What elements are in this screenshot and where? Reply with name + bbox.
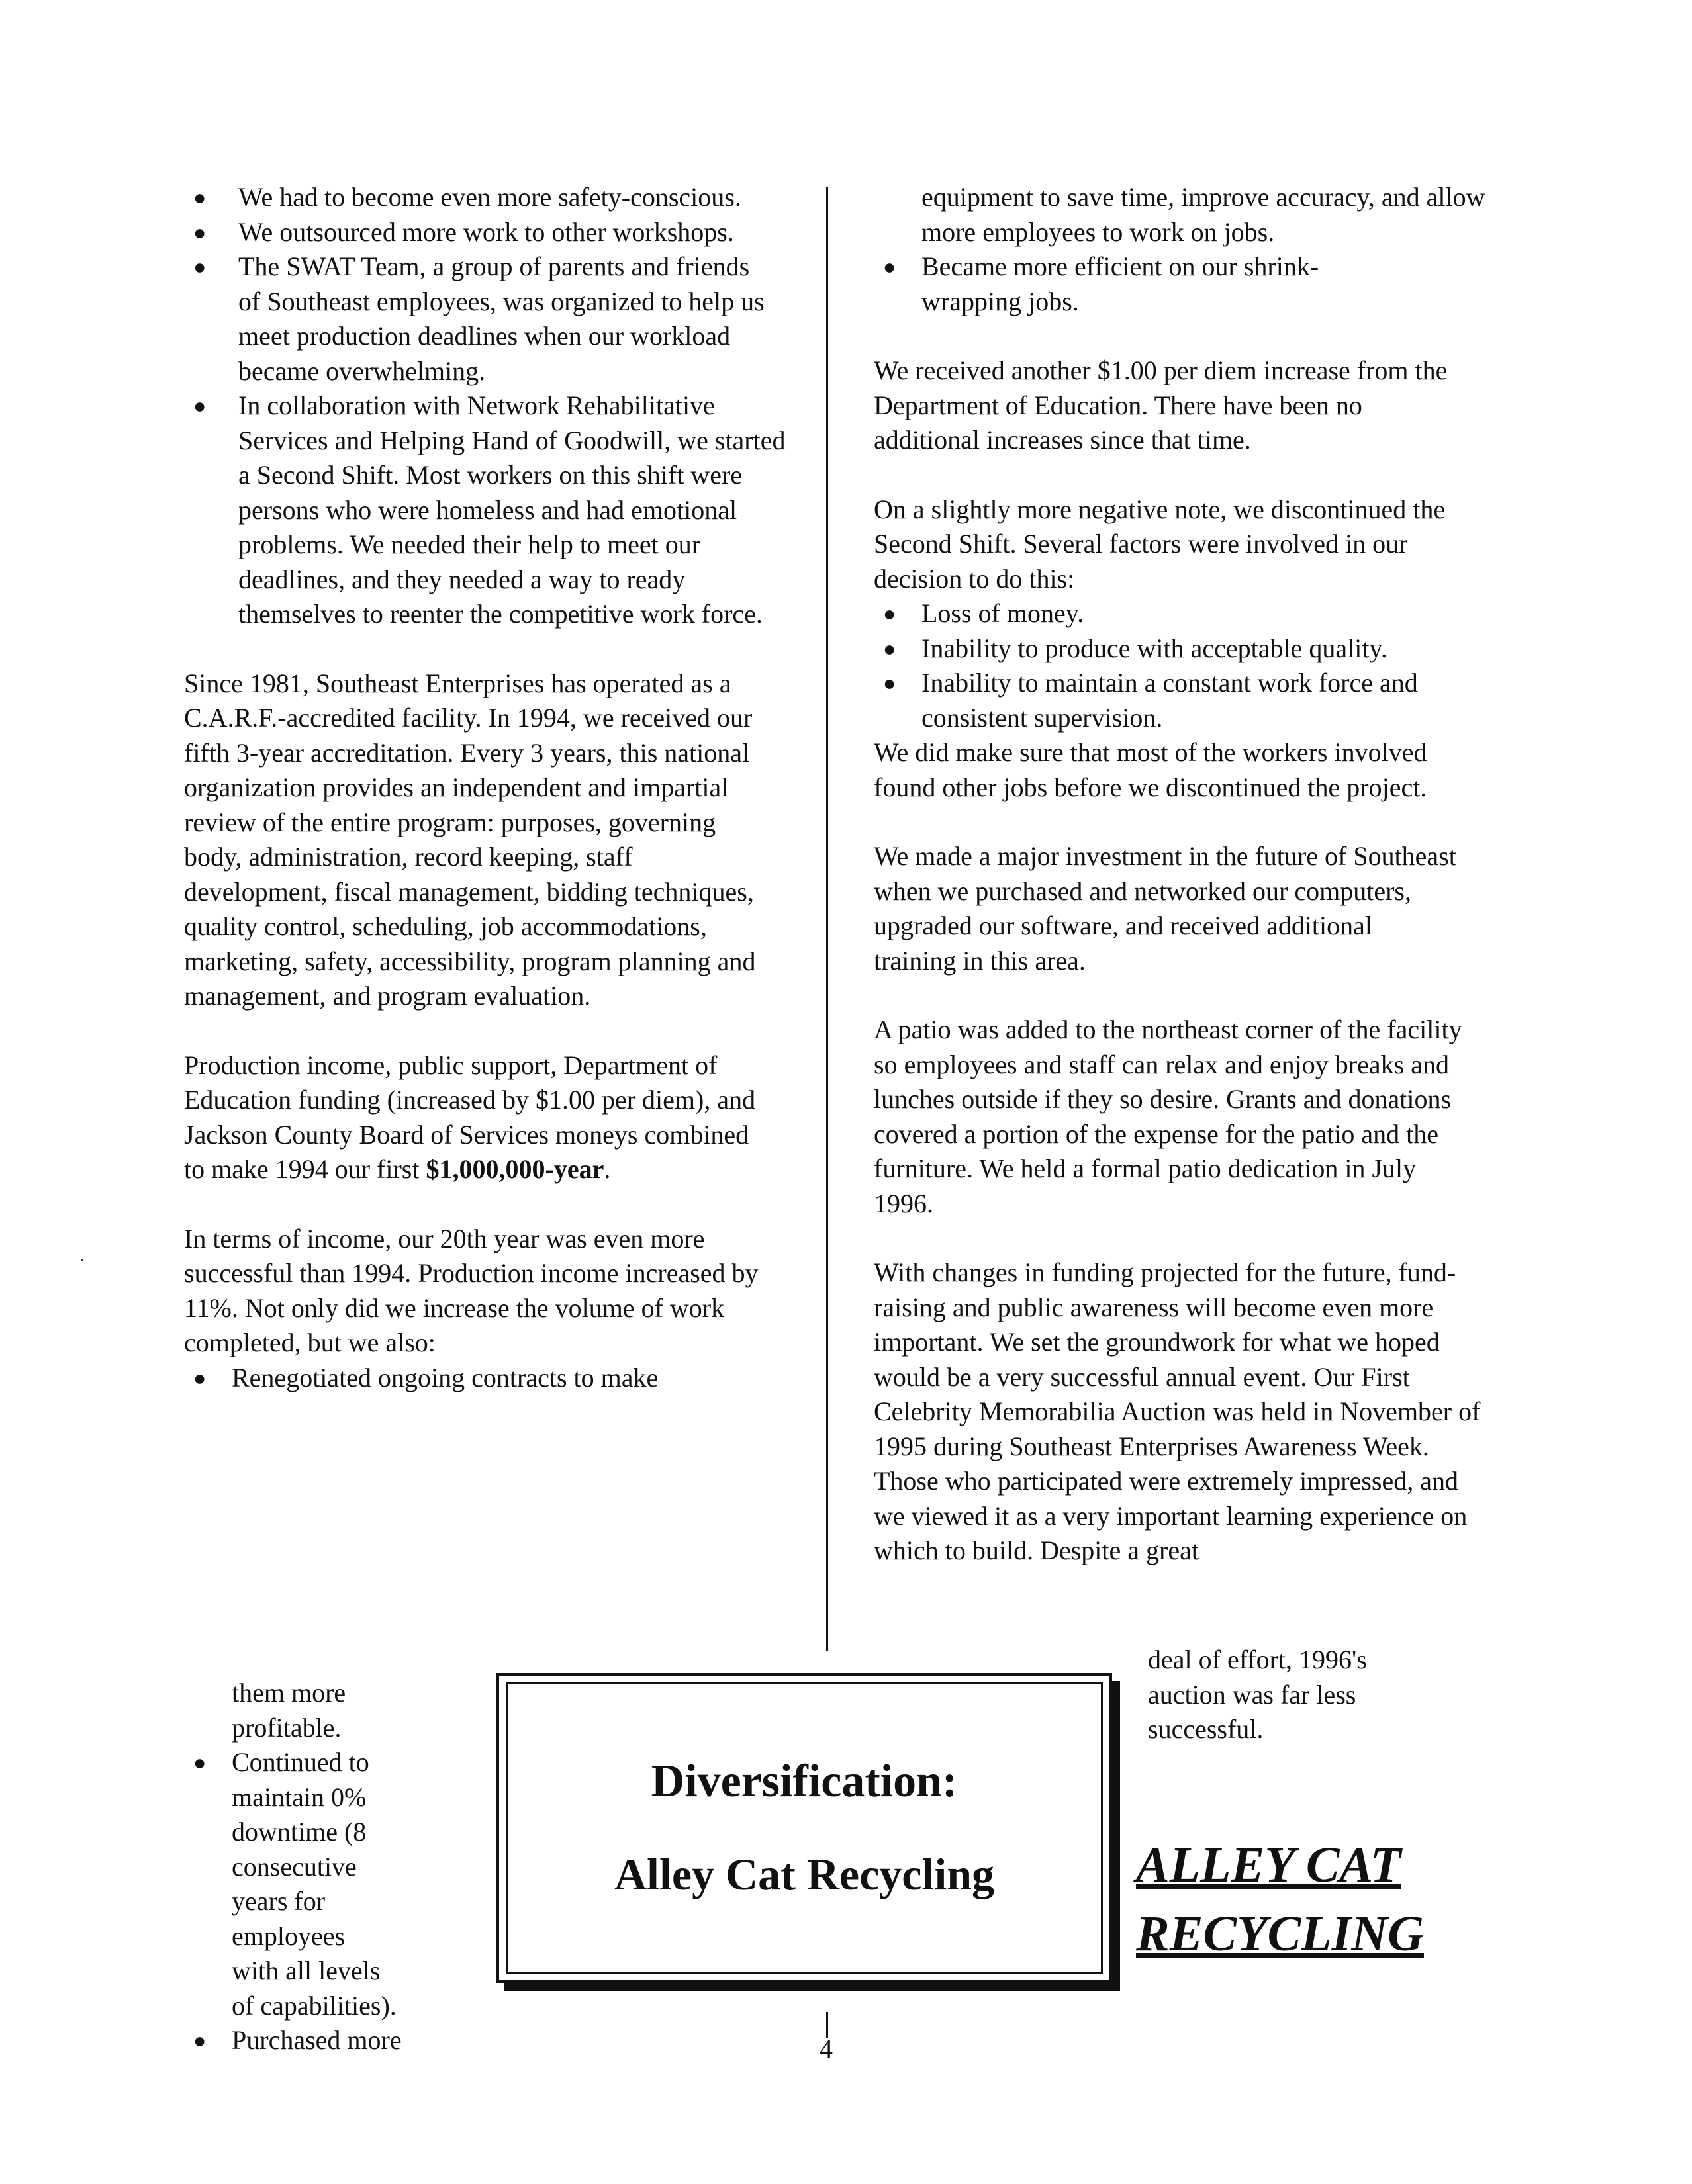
also-bullet-list-continued: [184, 1745, 475, 2058]
list-item: ● In collaboration with Network Rehabilitative Services and Helping Hand of Goodwill, we started a Second Shift. Most workers on this shift were persons who were homeless and had emotional problems. We needed their help to meet our deadlines, and they needed a way to ready themselves to reenter the competitive work force.: [184, 388, 794, 632]
scan-speck: [81, 1259, 83, 1261]
list-item: ● Inability to maintain a constant work force and consistent supervision.: [874, 666, 1504, 735]
list-item: ● We had to become even more safety-conscious.: [184, 180, 741, 215]
bullet-icon: ●: [193, 1751, 207, 1774]
paragraph-other-jobs: We did make sure that most of the workers involved found other jobs before we discontinued the project.: [874, 737, 1427, 802]
column-divider: [826, 187, 828, 1651]
paragraph-per-diem: We received another $1.00 per diem increase from the Department of Education. There have been no additional increases since that time.: [874, 355, 1448, 455]
left-narrow-text: them more profitable. ● Continued to maintain 0% downtime (8 consecutive years for employees with all levels of capabilities). ● Purchased more: [184, 1676, 475, 2058]
bullet-icon: ●: [193, 255, 207, 279]
bullet-icon: ●: [883, 636, 896, 660]
callout-title: Diversification:: [651, 1756, 958, 1807]
callout-subtitle: Alley Cat Recycling: [614, 1849, 995, 1899]
bullet-icon: ●: [883, 671, 896, 695]
page-number: 4: [820, 2034, 833, 2064]
paragraph-carf: Since 1981, Southeast Enterprises has operated as a C.A.R.F.-accredited facility. In 1994, we received our fifth 3-year accreditation. Every 3 years, this national organization provides an independent and impartial review of the entire program: purposes, governing body, administration, record keeping, staff development, fiscal management, bidding techniques, quality control, scheduling, job accommodations, marketing, safety, accessibility, program planning and management, and program evaluation.: [184, 668, 756, 1011]
million-year-highlight: $1,000,000-year: [426, 1154, 604, 1184]
paragraph-20th-year: In terms of income, our 20th year was even more successful than 1994. Production income increased by 11%. Not only did we increase the volume of work completed, but we also:: [184, 1223, 759, 1357]
list-item: ● Renegotiated ongoing contracts to make: [184, 1361, 780, 1396]
bullet-icon: ●: [883, 255, 896, 279]
changes-bullet-list: [184, 180, 786, 632]
list-item: ● We outsourced more work to other workshops.: [184, 215, 741, 250]
left-column: [184, 180, 786, 1395]
paragraph-computers: We made a major investment in the future of Southeast when we purchased and networked our computers, upgraded our software, and received additional training in this area.: [874, 841, 1456, 976]
list-item: ● Inability to produce with acceptable quality.: [874, 631, 1509, 666]
list-item: ● The SWAT Team, a group of parents and friends of Southeast employees, was organized to help us meet production deadlines when our workload became overwhelming.: [184, 250, 775, 388]
alley-cat-recycling-heading: ALLEY CAT RECYCLING: [1136, 1837, 1424, 1962]
efficiency-bullet-list: [874, 250, 1509, 319]
list-item: ● Purchased more: [184, 2023, 475, 2058]
list-item: ● Loss of money.: [874, 596, 1509, 631]
paragraph-income-1994: Production income, public support, Department of Education funding (increased by $1.00 per diem), and Jackson County Board of Services moneys combined to make 1994 our first $1,000,000-year.: [184, 1050, 756, 1184]
paragraph-funding: With changes in funding projected for the future, fund-raising and public awareness will become even more important. We set the groundwork for what we hoped would be a very successful annual event. Our First Celebrity Memorabilia Auction was held in November of 1995 during Southeast Enterprises Awareness Week. Those who participated were extremely impressed, and we viewed it as a very important learning experience on which to build. Despite a great: [874, 1257, 1481, 1565]
bullet-icon: ●: [883, 602, 896, 625]
right-column: equipment to save time, improve accuracy, and allow more employees to work on jobs. ● Became more efficient on our shrink-wrapping jobs. We received another $1.00 per diem increase from the Department of Education. There have been no additional increases since that time. On a slightly more negative note, we discontinued the Second Shift. Several factors were involved in our decision to do this: ● Loss of money. ● Inability to produce with acceptable quality. ● Inability to maintain a constant work force and consistent supervision. We did make sure that most of the workers involved found other jobs before we discontinued the project. We made a major investment in the future of Southeast when we purchased and networked our computers, upgraded our software, and received additional training in this area. A patio was added to the northeast corner of the facility so employees and staff can relax and enjoy breaks and lunches outside if they so desire. Grants and donations covered a portion of the expense for the patio and the furniture. We held a formal patio dedication in July 1996. With changes in funding projected for the future, fund-raising and public awareness will become even more important. We set the groundwork for what we hoped would be a very successful annual event. Our First Celebrity Memorabilia Auction was held in November of 1995 during Southeast Enterprises Awareness Week. Those who participated were extremely impressed, and we viewed it as a very important learning experience on which to build. Despite a great: [874, 180, 1509, 1569]
bullet-icon: ●: [193, 394, 207, 418]
list-item: ● Continued to maintain 0% downtime (8 consecutive years for employees with all levels of capabilities).: [184, 1745, 397, 2023]
paragraph-second-shift: On a slightly more negative note, we discontinued the Second Shift. Several factors were involved in our decision to do this:: [874, 494, 1446, 594]
bullet-icon: ●: [193, 185, 207, 209]
bullet-icon: ●: [193, 2028, 207, 2052]
right-narrow-text: deal of effort, 1996's auction was far less successful.: [1148, 1645, 1367, 1744]
paragraph-patio: A patio was added to the northeast corner of the facility so employees and staff can relax and enjoy breaks and lunches outside if they so desire. Grants and donations covered a portion of the expense for the patio and the furniture. We held a formal patio dedication in July 1996.: [874, 1015, 1462, 1218]
bullet-icon: ●: [193, 220, 207, 244]
diversification-callout-box: [496, 1673, 1112, 1983]
also-bullet-list: [184, 1361, 780, 1396]
bullet-icon: ●: [193, 1365, 207, 1390]
factors-bullet-list: [874, 596, 1509, 735]
list-item: ● Became more efficient on our shrink-wrapping jobs.: [874, 250, 1398, 319]
